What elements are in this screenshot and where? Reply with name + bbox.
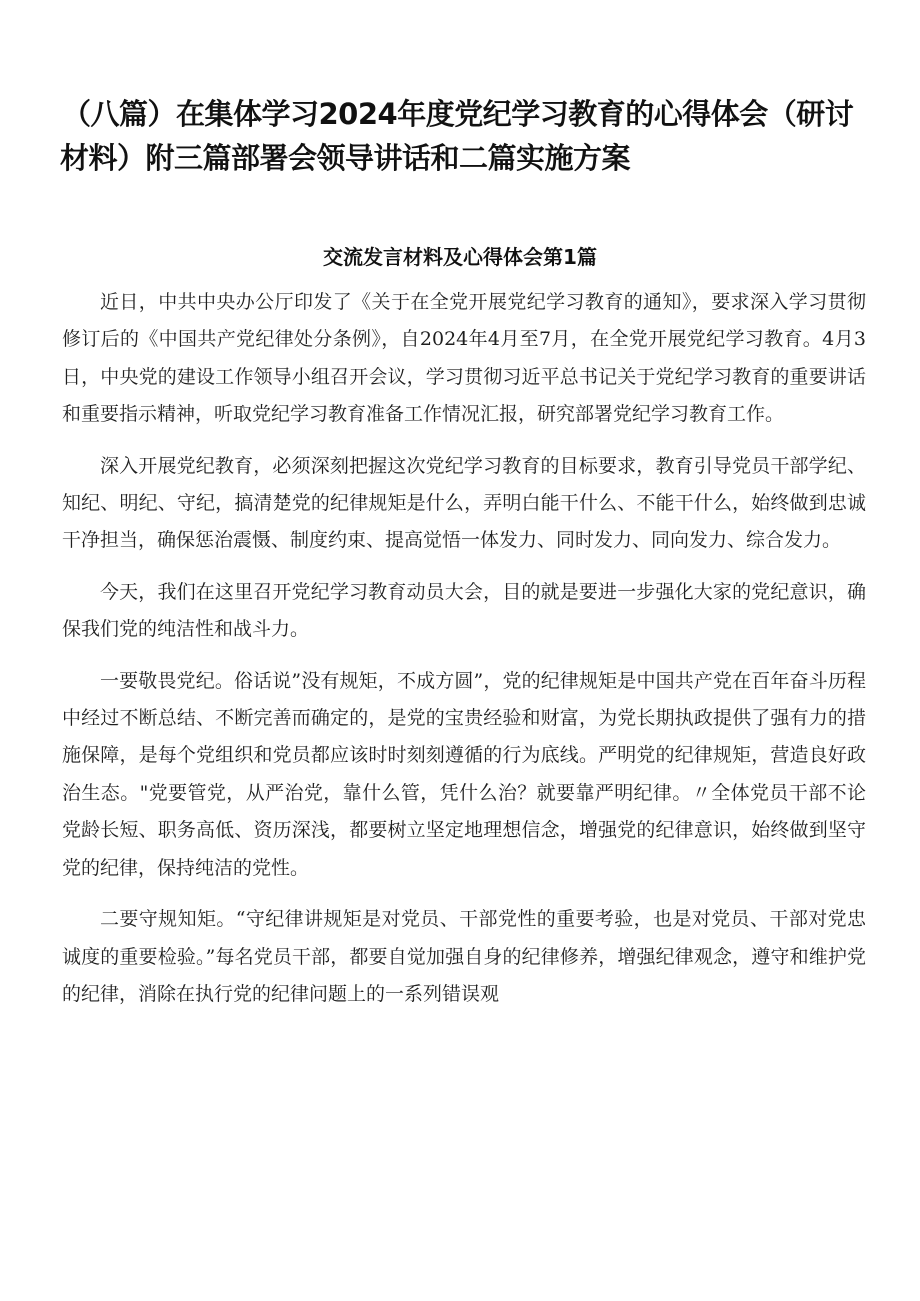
document-title: （八篇）在集体学习2024年度党纪学习教育的心得体会（研讨材料）附三篇部署会领导讲话和二篇实施方案: [60, 97, 854, 175]
paragraph-5: 二要守规知矩。“守纪律讲规矩是对党员、干部党性的重要考验，也是对党员、干部对党忠诚度的重要检验。”每名党员干部，都要自觉加强自身的纪律修养，增强纪律观念，遵守和维护党的纪律，消除在执行党的纪律问题上的一系列错误观: [62, 908, 866, 1005]
section-heading: 交流发言材料及心得体会第1篇: [323, 245, 597, 269]
paragraph-3: 今天，我们在这里召开党纪学习教育动员大会，目的就是要进一步强化大家的党纪意识，确保我们党的纯洁性和战斗力。: [62, 580, 866, 641]
paragraph-1: 近日，中共中央办公厅印发了《关于在全党开展党纪学习教育的通知》，要求深入学习贯彻修订后的《中国共产党纪律处分条例》，自2024年4月至7月，在全党开展党纪学习教育。4月3日，中央党的建设工作领导小组召开会议，学习贯彻习近平总书记关于党纪学习教育的重要讲话和重要指示精神，听取党纪学习教育准备工作情况汇报，研究部署党纪学习教育工作。: [62, 291, 866, 426]
paragraph-4: 一要敬畏党纪。俗话说”没有规矩，不成方圆”，党的纪律规矩是中国共产党在百年奋斗历程中经过不断总结、不断完善而确定的，是党的宝贵经验和财富，为党长期执政提供了强有力的措施保障，是每个党组织和党员都应该时时刻刻遵循的行为底线。严明党的纪律规矩，营造良好政治生态。"党要管党，从严治党，靠什么管，凭什么治？就要靠严明纪律。〃全体党员干部不论党龄长短、职务高低、资历深浅，都要树立坚定地理想信念，增强党的纪律意识，始终做到坚守党的纪律，保持纯洁的党性。: [62, 669, 866, 879]
document-body: [62, 284, 866, 1027]
paragraph-2: 深入开展党纪教育，必须深刻把握这次党纪学习教育的目标要求，教育引导党员干部学纪、知纪、明纪、守纪，搞清楚党的纪律规矩是什么，弄明白能干什么、不能干什么，始终做到忠诚干净担当，确保惩治震慑、制度约束、提高觉悟一体发力、同时发力、同向发力、综合发力。: [62, 454, 866, 552]
